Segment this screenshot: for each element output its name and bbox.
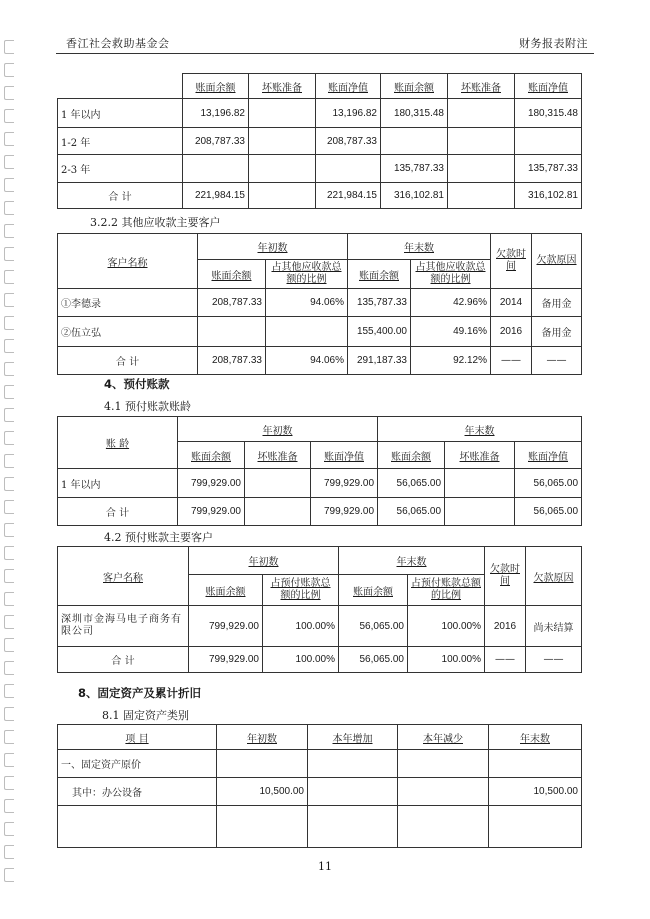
table-header-row: [58, 417, 582, 442]
header-cell: 坏账准备: [445, 442, 515, 469]
cell: 56,065.00: [339, 606, 408, 647]
overdue-time-header: 欠款时间: [491, 234, 532, 289]
header-cell: 账面余额: [198, 260, 266, 289]
row-label: 1 年以内: [58, 99, 183, 128]
group-header-opening: 年初数: [178, 417, 378, 442]
cell: ——: [532, 347, 582, 375]
cell: [58, 806, 217, 848]
cell: [183, 155, 249, 183]
cell: 799,929.00: [178, 469, 245, 498]
cell: 799,929.00: [178, 498, 245, 526]
group-header-closing: 年末数: [378, 417, 582, 442]
row-label: 2-3 年: [58, 155, 183, 183]
row-label: 其中：办公设备: [58, 778, 217, 806]
cell: [249, 183, 316, 209]
cell: [249, 99, 316, 128]
cell: 208,787.33: [316, 128, 381, 155]
binding-holes: [4, 40, 18, 890]
cell: [398, 778, 489, 806]
cell: [448, 99, 515, 128]
cell: [448, 128, 515, 155]
table-row: [58, 606, 582, 647]
cell: [249, 128, 316, 155]
cell: 799,929.00: [311, 469, 378, 498]
cell: [266, 317, 348, 347]
total-row: [58, 498, 582, 526]
cell: 100.00%: [263, 647, 339, 673]
cell: 56,065.00: [515, 469, 582, 498]
cell: [245, 498, 311, 526]
overdue-time-header: 欠款时间: [485, 547, 526, 606]
header-cell: 本年减少: [398, 725, 489, 750]
cell: 13,196.82: [316, 99, 381, 128]
prepayment-aging-table: [57, 416, 581, 526]
total-row: [58, 347, 582, 375]
header-cell: 账面净值: [515, 442, 582, 469]
header-cell: 账面净值: [316, 74, 381, 99]
cell: [217, 750, 308, 778]
cell: 180,315.48: [515, 99, 582, 128]
total-label: 合 计: [58, 347, 198, 375]
table-row: [58, 317, 582, 347]
cell: 316,102.81: [515, 183, 582, 209]
cell: 208,787.33: [198, 347, 266, 375]
header-cell: [58, 74, 183, 99]
table-header-row: [58, 74, 582, 99]
customer-name: ①李德录: [58, 289, 198, 317]
group-header-closing: 年末数: [339, 547, 485, 575]
cell: 291,187.33: [348, 347, 411, 375]
header-cell: 坏账准备: [245, 442, 311, 469]
row-label: 1 年以内: [58, 469, 178, 498]
group-header-opening: 年初数: [189, 547, 339, 575]
cell: 155,400.00: [348, 317, 411, 347]
other-receivables-customers-table: [57, 233, 581, 375]
receivable-aging-table: [57, 73, 581, 209]
group-header-closing: 年末数: [348, 234, 491, 260]
section-heading-3-2-2: 3.2.2 其他应收款主要客户: [90, 216, 221, 229]
header-cell: 账面余额: [189, 575, 263, 606]
header-cell: 年初数: [217, 725, 308, 750]
cell: [398, 806, 489, 848]
section-heading-8-1: 8.1 固定资产类别: [102, 709, 189, 722]
cell: 56,065.00: [515, 498, 582, 526]
header-cell: 账面净值: [515, 74, 582, 99]
cell: 135,787.33: [348, 289, 411, 317]
cell: 135,787.33: [381, 155, 448, 183]
cell: 135,787.33: [515, 155, 582, 183]
table-row: [58, 469, 582, 498]
cell: [316, 155, 381, 183]
header-cell: 占预付账款总额的比例: [263, 575, 339, 606]
fixed-assets-table: [57, 724, 581, 848]
section-heading-4-1: 4.1 预付账款账龄: [104, 400, 191, 413]
section-heading-4: 4、预付账款: [104, 377, 170, 391]
cell: [445, 469, 515, 498]
table-row: [58, 155, 582, 183]
cell: 56,065.00: [378, 469, 445, 498]
overdue-reason-header: 欠款原因: [532, 234, 582, 289]
cell: [217, 806, 308, 848]
header-doc-title: 财务报表附注: [519, 37, 588, 50]
cell: [515, 128, 582, 155]
cell: 2014: [491, 289, 532, 317]
prepayment-customers-table: [57, 546, 581, 673]
total-label: 合 计: [58, 647, 189, 673]
header-cell: 账面净值: [311, 442, 378, 469]
table-header-row: [58, 234, 582, 260]
total-label: 合 计: [58, 183, 183, 209]
header-rule: [56, 53, 594, 54]
cell: 10,500.00: [217, 778, 308, 806]
cell: 221,984.15: [183, 183, 249, 209]
table-row: [58, 128, 582, 155]
cell: 100.00%: [408, 606, 485, 647]
cell: [245, 469, 311, 498]
cell: 208,787.33: [198, 289, 266, 317]
cell: [308, 806, 398, 848]
cell: 94.06%: [266, 347, 348, 375]
header-cell: 账面余额: [378, 442, 445, 469]
cell: 49.16%: [411, 317, 491, 347]
cell: 799,929.00: [189, 647, 263, 673]
cell: 94.06%: [266, 289, 348, 317]
header-cell: 本年增加: [308, 725, 398, 750]
cell: 备用金: [532, 289, 582, 317]
cell: 316,102.81: [381, 183, 448, 209]
cell: 221,984.15: [316, 183, 381, 209]
table-row: [58, 99, 582, 128]
header-cell: 占其他应收款总额的比例: [411, 260, 491, 289]
total-row: [58, 183, 582, 209]
header-org: 香江社会救助基金会: [66, 37, 170, 50]
cell: [489, 750, 582, 778]
cell: [448, 183, 515, 209]
cell: [448, 155, 515, 183]
cell: 2016: [485, 606, 526, 647]
total-label: 合 计: [58, 498, 178, 526]
overdue-reason-header: 欠款原因: [526, 547, 582, 606]
header-cell: 占其他应收款总额的比例: [266, 260, 348, 289]
cell: ——: [485, 647, 526, 673]
cell: [445, 498, 515, 526]
group-header-opening: 年初数: [198, 234, 348, 260]
cell: 100.00%: [263, 606, 339, 647]
header-cell: 账面余额: [339, 575, 408, 606]
cell: 100.00%: [408, 647, 485, 673]
total-row: [58, 647, 582, 673]
header-cell: 项 目: [58, 725, 217, 750]
header-cell: 坏账准备: [448, 74, 515, 99]
cell: 2016: [491, 317, 532, 347]
cell: 56,065.00: [339, 647, 408, 673]
cell: [308, 778, 398, 806]
cell: 10,500.00: [489, 778, 582, 806]
customer-name-header: 客户名称: [58, 547, 189, 606]
cell: ——: [526, 647, 582, 673]
section-heading-8: 8、固定资产及累计折旧: [78, 686, 202, 700]
cell: [308, 750, 398, 778]
cell: 56,065.00: [378, 498, 445, 526]
header-cell: 账面余额: [348, 260, 411, 289]
section-heading-4-2: 4.2 预付账款主要客户: [104, 531, 213, 544]
cell: 799,929.00: [311, 498, 378, 526]
table-row: [58, 778, 582, 806]
cell: [381, 128, 448, 155]
header-cell: 占预付账款总额的比例: [408, 575, 485, 606]
row-label: 一、固定资产原价: [58, 750, 217, 778]
table-row: [58, 289, 582, 317]
aging-header: 账 龄: [58, 417, 178, 469]
customer-name: 深圳市金海马电子商务有限公司: [58, 606, 189, 647]
cell: [249, 155, 316, 183]
cell: 尚未结算: [526, 606, 582, 647]
cell: [489, 806, 582, 848]
row-label: 1-2 年: [58, 128, 183, 155]
header-cell: 年末数: [489, 725, 582, 750]
customer-name: ②伍立弘: [58, 317, 198, 347]
cell: 92.12%: [411, 347, 491, 375]
page-number: 11: [318, 860, 332, 873]
table-header-row: [58, 547, 582, 575]
header-cell: 账面余额: [381, 74, 448, 99]
cell: 13,196.82: [183, 99, 249, 128]
cell: [198, 317, 266, 347]
header-cell: 账面余额: [178, 442, 245, 469]
header-cell: 坏账准备: [249, 74, 316, 99]
table-row: [58, 806, 582, 848]
header-cell: 账面余额: [183, 74, 249, 99]
cell: 208,787.33: [183, 128, 249, 155]
table-header-row: [58, 725, 582, 750]
cell: 799,929.00: [189, 606, 263, 647]
cell: 42.96%: [411, 289, 491, 317]
table-row: [58, 750, 582, 778]
cell: ——: [491, 347, 532, 375]
cell: 180,315.48: [381, 99, 448, 128]
cell: [398, 750, 489, 778]
customer-name-header: 客户名称: [58, 234, 198, 289]
cell: 备用金: [532, 317, 582, 347]
